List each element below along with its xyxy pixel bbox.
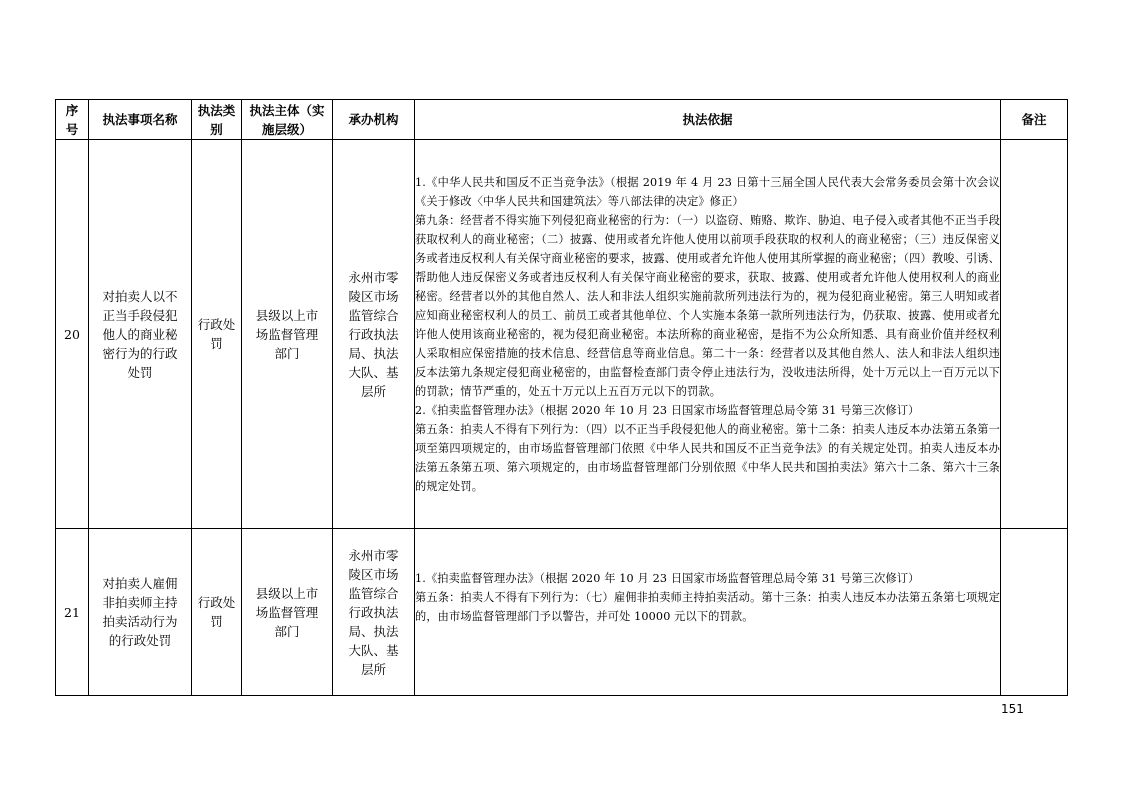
header-basis: 执法依据 [415, 100, 1001, 140]
header-remarks: 备注 [1001, 100, 1068, 140]
row-category: 行政处罚 [192, 529, 242, 696]
header-category: 执法类别 [192, 100, 242, 140]
row-item-name: 对拍卖人雇佣非拍卖师主持拍卖活动行为的行政处罚 [89, 529, 192, 696]
table-header-row [56, 100, 1068, 140]
table-row [56, 140, 1068, 529]
basis-paragraph: 2.《拍卖监督管理办法》（根据 2020 年 10 月 23 日国家市场监督管理总局令第 31 号第三次修订） [415, 403, 920, 417]
row-subject: 县级以上市场监督管理部门 [242, 140, 333, 529]
basis-paragraph: 1.《中华人民共和国反不正当竞争法》（根据 2019 年 4 月 23 日第十三届全国人民代表大会常务委员会第十次会议《关于修改〈中华人民共和国建筑法〉等八部法律的决定》修正） [415, 175, 1000, 208]
header-agency: 承办机构 [333, 100, 415, 140]
header-index: 序号 [56, 100, 89, 140]
row-item-name: 对拍卖人以不正当手段侵犯他人的商业秘密行为的行政处罚 [89, 140, 192, 529]
basis-paragraph: 第五条：拍卖人不得有下列行为：（四）以不正当手段侵犯他人的商业秘密。第十二条：拍卖人违反本办法第五条第一项至第四项规定的，由市场监督管理部门依照《中华人民共和国反不正当竞争法》的有关规定处罚。拍卖人违反本办法第五条第五项、第六项规定的，由市场监督管理部门分别依照《中华人民共和国拍卖法》第六十二条、第六十三条的规定处罚。 [415, 422, 1000, 493]
basis-paragraph: 第九条：经营者不得实施下列侵犯商业秘密的行为：（一）以盗窃、贿赂、欺诈、胁迫、电子侵入或者其他不正当手段获取权利人的商业秘密；（二）披露、使用或者允许他人使用以前项手段获取的权利人的商业秘密；（三）违反保密义务或者违反权利人有关保守商业秘密的要求，披露、使用或者允许他人使用其所掌握的商业秘密；（四）教唆、引诱、帮助他人违反保密义务或者违反权利人有关保守商业秘密的要求，获取、披露、使用或者允许他人使用权利人的商业秘密。经营者以外的其他自然人、法人和非法人组织实施前款所列违法行为的，视为侵犯商业秘密。第三人明知或者应知商业秘密权利人的员工、前员工或者其他单位、个人实施本条第一款所列违法行为，仍获取、披露、使用或者允许他人使用该商业秘密的，视为侵犯商业秘密。本法所称的商业秘密，是指不为公众所知悉、具有商业价值并经权利人采取相应保密措施的技术信息、经营信息等商业信息。第二十一条：经营者以及其他自然人、法人和非法人组织违反本法第九条规定侵犯商业秘密的，由监督检查部门责令停止违法行为，没收违法所得，处十万元以上一百万元以下的罚款；情节严重的，处五十万元以上五百万元以下的罚款。 [415, 213, 1000, 398]
row-subject: 县级以上市场监督管理部门 [242, 529, 333, 696]
row-remarks [1001, 529, 1068, 696]
basis-paragraph: 1.《拍卖监督管理办法》（根据 2020 年 10 月 23 日国家市场监督管理总局令第 31 号第三次修订） [415, 571, 920, 585]
row-index: 20 [56, 140, 89, 529]
row-agency: 永州市零陵区市场监管综合行政执法局、执法大队、基层所 [333, 140, 415, 529]
page-number: 151 [1001, 702, 1024, 716]
row-basis [415, 140, 1001, 529]
law-enforcement-table [55, 99, 1068, 696]
row-remarks [1001, 140, 1068, 529]
header-subject: 执法主体（实施层级） [242, 100, 333, 140]
row-index: 21 [56, 529, 89, 696]
header-item-name: 执法事项名称 [89, 100, 192, 140]
row-category: 行政处罚 [192, 140, 242, 529]
row-basis [415, 529, 1001, 696]
basis-paragraph: 第五条：拍卖人不得有下列行为：（七）雇佣非拍卖师主持拍卖活动。第十三条：拍卖人违反本办法第五条第七项规定的，由市场监督管理部门予以警告，并可处 10000 元以下的罚款。 [415, 590, 1000, 623]
table-row [56, 529, 1068, 696]
row-agency: 永州市零陵区市场监管综合行政执法局、执法大队、基层所 [333, 529, 415, 696]
